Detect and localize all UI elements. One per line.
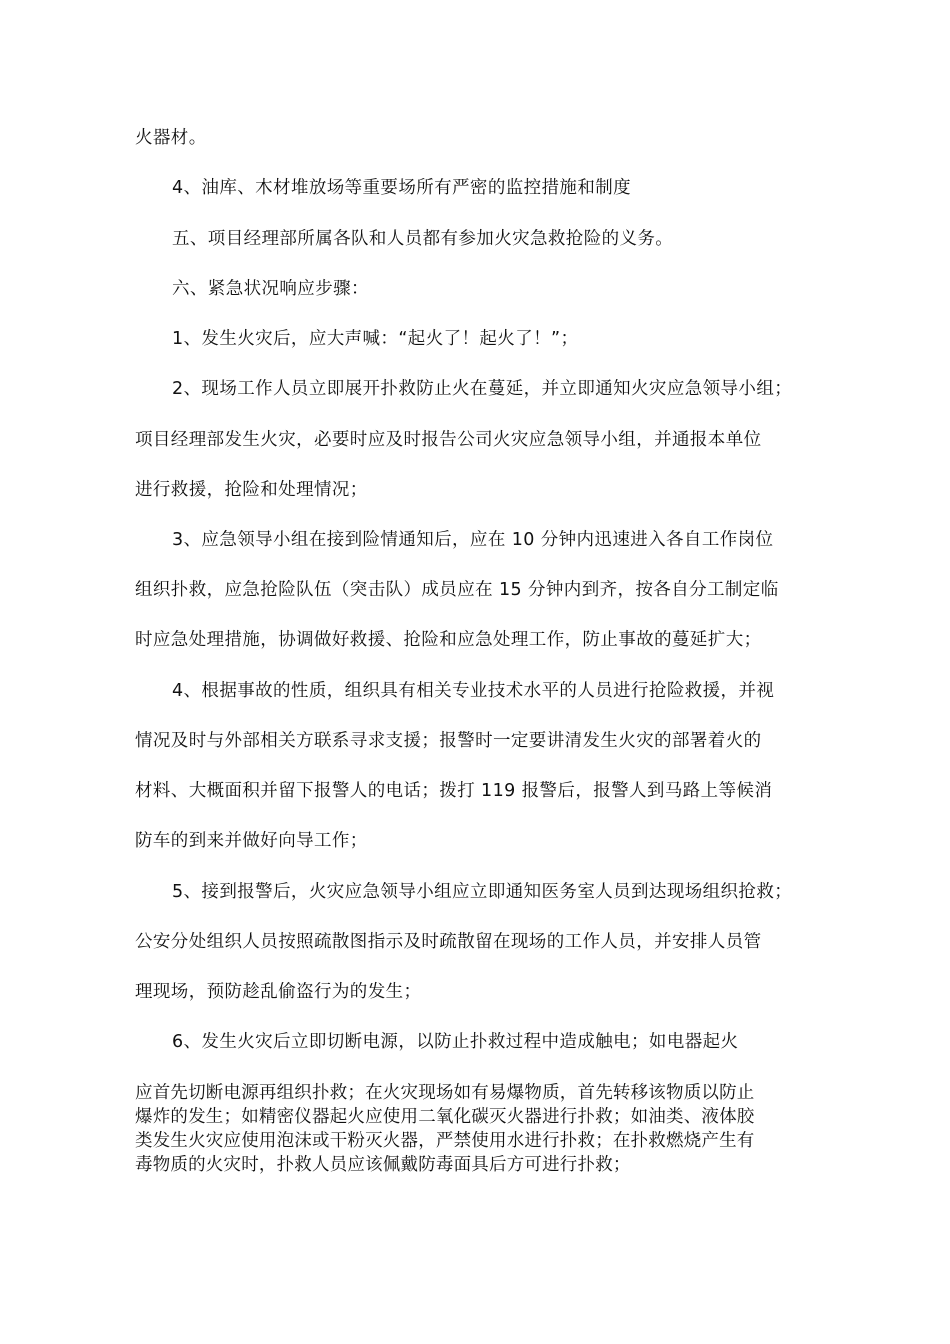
paragraph-line: 时应急处理措施，协调做好救援、抢险和应急处理工作，防止事故的蔓延扩大； [135,630,762,650]
paragraph-line: 毒物质的火灾时，扑救人员应该佩戴防毒面具后方可进行扑救； [135,1155,631,1175]
section-heading: 六、紧急状况响应步骤： [172,279,369,299]
paragraph-line: 情况及时与外部相关方联系寻求支援；报警时一定要讲清发生火灾的部署着火的 [135,731,762,751]
paragraph-line: 火器材。 [135,128,207,148]
paragraph-line: 项目经理部发生火灾，必要时应及时报告公司火灾应急领导小组，并通报本单位 [135,430,762,450]
paragraph-line: 进行救援，抢险和处理情况； [135,480,368,500]
closing-paragraph [135,1081,835,1177]
paragraph-line: 应首先切断电源再组织扑救；在火灾现场如有易爆物质，首先转移该物质以防止 [135,1083,755,1103]
paragraph-line: 五、项目经理部所属各队和人员都有参加火灾急救抢险的义务。 [172,229,674,249]
paragraph-line: 防车的到来并做好向导工作； [135,831,368,851]
paragraph-line: 材料、大概面积并留下报警人的电话；拨打 119 报警后，报警人到马路上等候消 [135,781,773,801]
paragraph-line: 5、接到报警后，火灾应急领导小组应立即通知医务室人员到达现场组织抢救； [172,882,793,902]
paragraph-line: 2、现场工作人员立即展开扑救防止火在蔓延，并立即通知火灾应急领导小组； [172,379,793,399]
paragraph-line: 4、根据事故的性质，组织具有相关专业技术水平的人员进行抢险救援，并视 [172,681,775,701]
paragraph-line: 理现场，预防趁乱偷盗行为的发生； [135,982,422,1002]
paragraph-line: 爆炸的发生；如精密仪器起火应使用二氧化碳灭火器进行扑救；如油类、液体胶 [135,1107,755,1127]
paragraph-line: 4、油库、木材堆放场等重要场所有严密的监控措施和制度 [172,178,632,198]
paragraph-line: 3、应急领导小组在接到险情通知后，应在 10 分钟内迅速进入各自工作岗位 [172,530,774,550]
paragraph-line: 类发生火灾应使用泡沫或干粉灭火器，严禁使用水进行扑救；在扑救燃烧产生有 [135,1131,755,1151]
paragraph-line: 1、发生火灾后，应大声喊：“起火了！起火了！”； [172,329,579,349]
paragraph-line: 公安分处组织人员按照疏散图指示及时疏散留在现场的工作人员，并安排人员管 [135,932,762,952]
paragraph-line: 组织扑救，应急抢险队伍（突击队）成员应在 15 分钟内到齐，按各自分工制定临 [135,580,779,600]
paragraph-line: 6、发生火灾后立即切断电源，以防止扑救过程中造成触电；如电器起火 [172,1032,739,1052]
